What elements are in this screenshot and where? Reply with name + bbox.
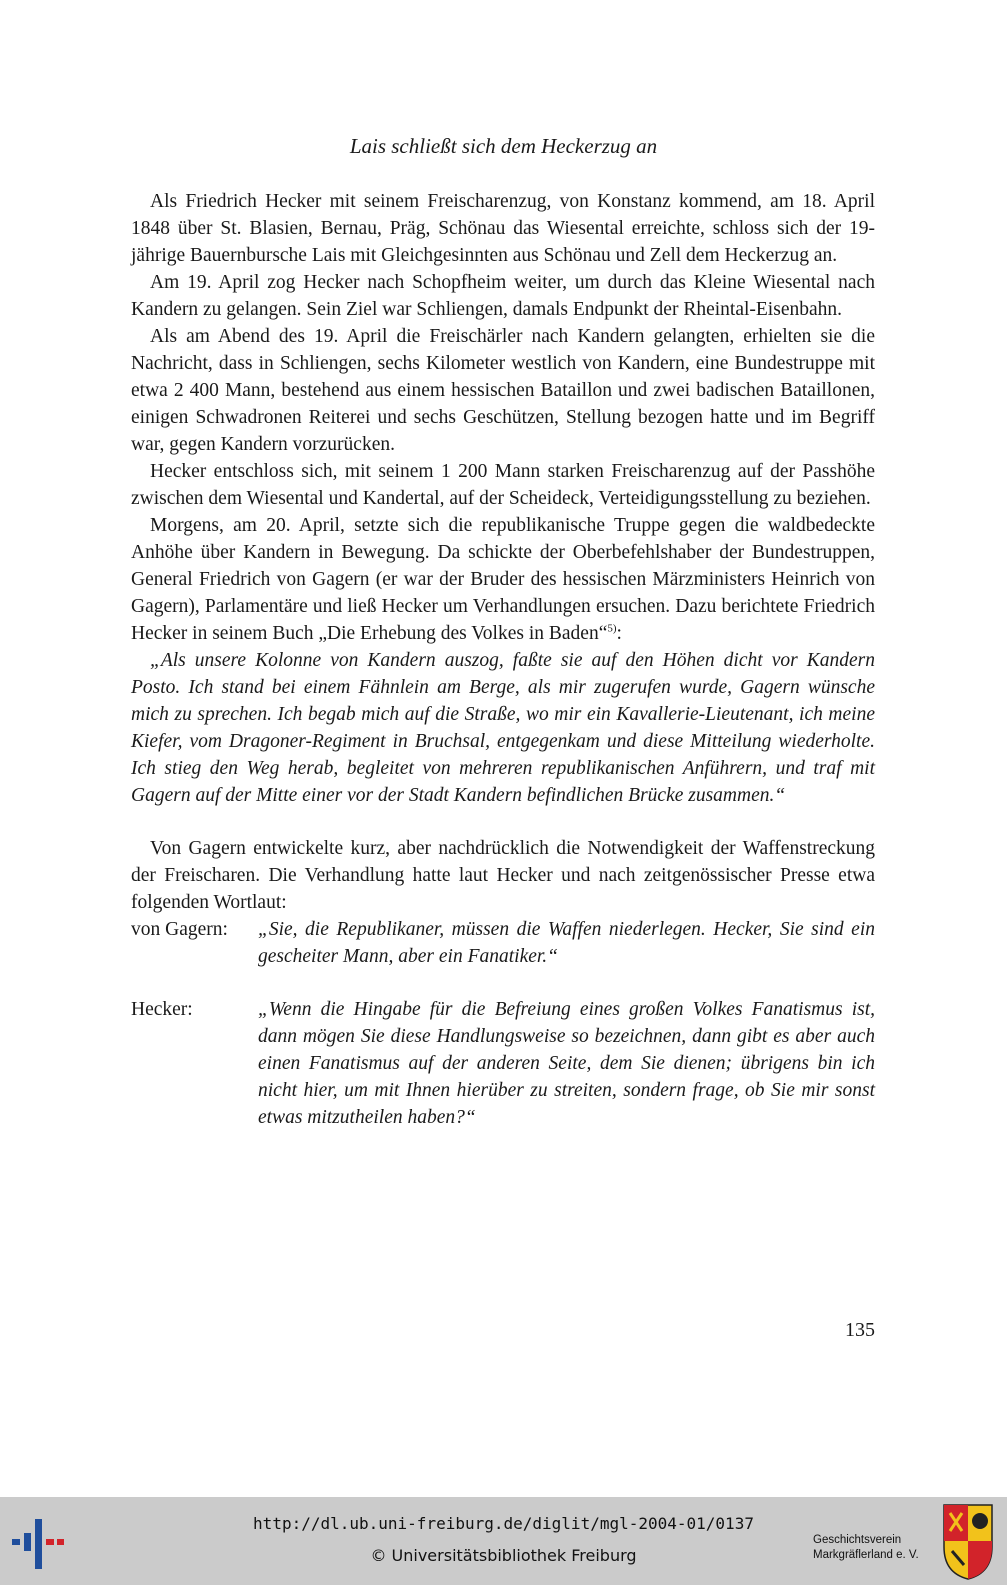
page-number: 135	[845, 1319, 875, 1341]
org-name-line: Geschichtsverein	[813, 1534, 902, 1546]
paragraph: Von Gagern entwickelte kurz, aber nachdrücklich die Notwendigkeit der Waffenstreckung der Freischaren. Die Verhandlung hatte laut Hecker und nach zeitgenössischer Presse etwa folgenden Wortlaut:	[131, 838, 875, 913]
paragraph-tail: :	[616, 623, 622, 644]
dialog-entry	[131, 916, 875, 970]
dialog-speech: „Sie, die Republikaner, müssen die Waffen niederlegen. Hecker, Sie sind ein gescheiter Mann, aber ein Fanatiker.“	[258, 919, 875, 967]
dialog-speech: „Wenn die Hingabe für die Befreiung eines großen Volkes Fanatismus ist, dann mögen Sie diese Handlungsweise so bezeichnen, dann gibt es aber auch einen Fanatismus auf der anderen Seite, dem Sie dienen; übrigens bin ich nicht hier, um mit Ihnen hierüber zu streiten, sondern frage, ob Sie mir sonst etwas mitzutheilen haben?“	[258, 999, 875, 1128]
footer-bar	[0, 1497, 1007, 1585]
coat-of-arms-icon	[942, 1501, 994, 1581]
paragraph	[131, 512, 875, 647]
running-header: Lais schließt sich dem Heckerzug an	[349, 134, 658, 158]
paragraph: Als am Abend des 19. April die Freischärler nach Kandern gelangten, erhielten sie die Nachricht, dass in Schliengen, sechs Kilometer westlich von Kandern, eine Bundestruppe mit etwa 2 400 Mann, bestehend aus einem hessischen Bataillon und zwei badischen Bataillonen, einigen Schwadronen Reiterei und sechs Geschützen, Stellung bezogen hatte und im Begriff war, gegen Kandern vorzurücken.	[131, 326, 875, 455]
paragraph: Am 19. April zog Hecker nach Schopfheim weiter, um durch das Kleine Wiesental nach Kandern zu gelangen. Sein Ziel war Schliengen, damals Endpunkt der Rheintal-Eisenbahn.	[131, 272, 875, 320]
dialog-speaker: Hecker:	[131, 999, 193, 1020]
footer-copyright: © Universitätsbibliothek Freiburg	[370, 1546, 637, 1565]
org-name-line: Markgräflerland e. V.	[813, 1549, 919, 1561]
footer-organization	[813, 1533, 933, 1563]
footer-url-link[interactable]: http://dl.ub.uni-freiburg.de/diglit/mgl-2004-01/0137	[253, 1514, 754, 1533]
paragraph: Als Friedrich Hecker mit seinem Freischarenzug, von Konstanz kommend, am 18. April 1848 über St. Blasien, Bernau, Präg, Schönau das Wiesental erreichte, schloss sich der 19-jährige Bauernbursche Lais mit Gleichgesinnten aus Schönau und Zell dem Heckerzug an.	[131, 191, 875, 266]
paragraph: Hecker entschloss sich, mit seinem 1 200 Mann starken Freischarenzug auf der Passhöhe zwischen dem Wiesental und Kandertal, auf der Scheideck, Verteidigungsstellung zu beziehen.	[131, 461, 875, 509]
paragraph-text: Morgens, am 20. April, setzte sich die republikanische Truppe gegen die waldbedeckte Anhöhe über Kandern in Bewegung. Da schickte der Oberbefehlshaber der Bundestruppen, General Friedrich von Gagern (er war der Bruder des hessischen Märzministers Heinrich von Gagern), Parlamentäre und ließ Hecker um Verhandlungen ersuchen. Dazu berichtete Friedrich Hecker in seinem Buch „Die Erhebung des Volkes in Baden“	[131, 515, 875, 644]
quotation: „Als unsere Kolonne von Kandern auszog, faßte sie auf den Höhen dicht vor Kandern Posto. Ich stand bei einem Fähnlein am Berge, als mir zugerufen wurde, Gagern wünsche mich zu sprechen. Ich begab mich auf die Straße, wo mir ein Kavallerie-Lieutenant, ich meine Kiefer, vom Dragoner-Regiment in Bruchsal, entgegenkam und diese Mitteilung wiederholte. Ich stieg den Weg herab, begleitet von mehreren republikanischen Anführern, und traf mit Gagern auf der Mitte einer vor der Stadt Kandern befindlichen Brücke zusammen.“	[131, 650, 875, 806]
dialog-entry	[131, 996, 875, 1131]
dialog-speaker: von Gagern:	[131, 919, 228, 940]
footnote-marker: 5)	[607, 622, 617, 635]
body-text	[131, 188, 875, 1131]
